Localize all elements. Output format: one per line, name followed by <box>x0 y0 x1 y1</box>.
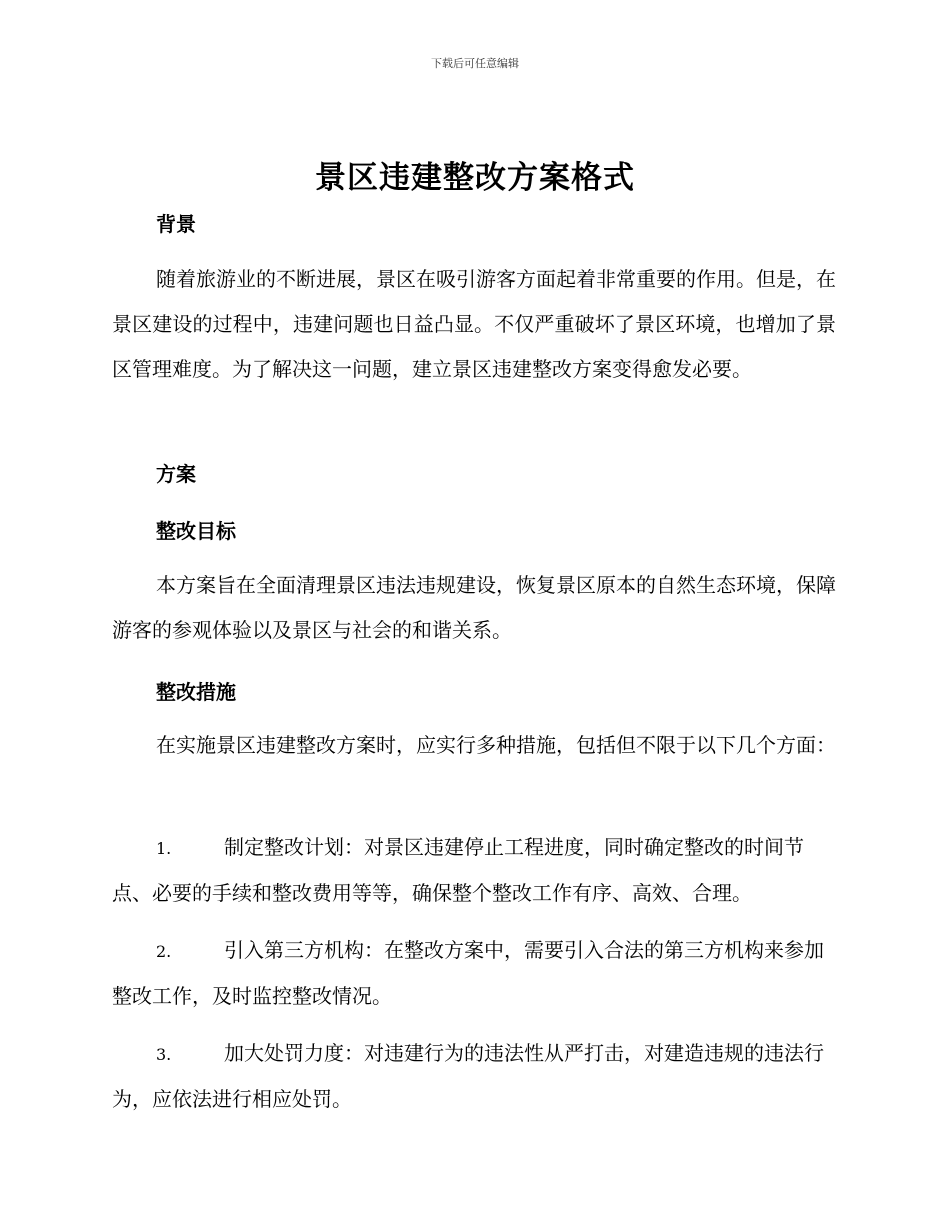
header-note: 下载后可任意编辑 <box>431 57 519 70</box>
list-item <box>112 825 836 916</box>
section-heading-goal: 整改目标 <box>156 519 236 543</box>
list-item-number: 3. <box>156 1045 172 1064</box>
list-item-number: 1. <box>156 839 172 858</box>
document-title: 景区违建整改方案格式 <box>315 160 635 196</box>
section-heading-plan: 方案 <box>156 462 196 486</box>
list-item-text: 制定整改计划：对景区违建停止工程进度，同时确定整改的时间节点、必要的手续和整改费用等等，确保整个整改工作有序、高效、合理。 <box>112 835 804 905</box>
list-item-number: 2. <box>156 942 172 961</box>
paragraph-background: 随着旅游业的不断进展，景区在吸引游客方面起着非常重要的作用。但是，在景区建设的过程中，违建问题也日益凸显。不仅严重破坏了景区环境，也增加了景区管理难度。为了解决这一问题，建立景区违建整改方案变得愈发必要。 <box>112 267 836 381</box>
paragraph-goal: 本方案旨在全面清理景区违法违规建设，恢复景区原本的自然生态环境，保障游客的参观体验以及景区与社会的和谐关系。 <box>112 573 836 642</box>
list-item <box>112 1031 836 1122</box>
section-heading-measures: 整改措施 <box>156 680 236 704</box>
list-item-text: 引入第三方机构：在整改方案中，需要引入合法的第三方机构来参加整改工作，及时监控整改情况。 <box>112 938 824 1008</box>
paragraph-measures-intro: 在实施景区违建整改方案时，应实行多种措施，包括但不限于以下几个方面： <box>156 733 836 757</box>
list-item-text: 加大处罚力度：对违建行为的违法性从严打击，对建造违规的违法行为，应依法进行相应处罚。 <box>112 1041 824 1111</box>
list-item <box>112 928 836 1019</box>
section-heading-background: 背景 <box>156 212 196 236</box>
